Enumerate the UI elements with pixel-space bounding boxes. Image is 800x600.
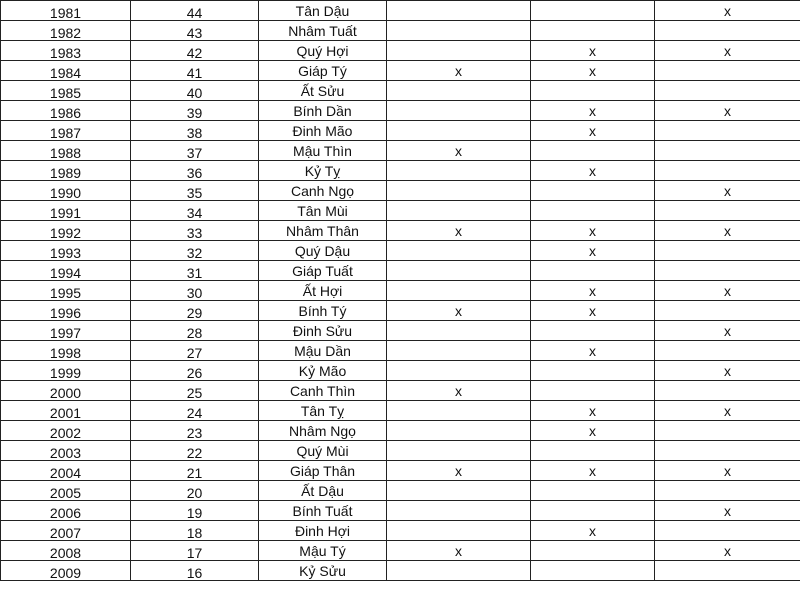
year-cell: 1999 xyxy=(1,361,131,381)
table-row xyxy=(1,421,800,441)
mark-cell-1 xyxy=(387,101,531,121)
can-chi-cell: Bính Tý xyxy=(259,301,387,321)
mark-cell-1 xyxy=(387,21,531,41)
mark-cell-2: x xyxy=(531,341,655,361)
year-cell: 1990 xyxy=(1,181,131,201)
mark-cell-3: x xyxy=(655,101,800,121)
can-chi-cell: Kỷ Sửu xyxy=(259,561,387,581)
mark-cell-1: x xyxy=(387,461,531,481)
mark-cell-1 xyxy=(387,261,531,281)
can-chi-cell: Bính Dần xyxy=(259,101,387,121)
mark-cell-3 xyxy=(655,201,800,221)
year-cell: 2007 xyxy=(1,521,131,541)
mark-cell-3: x xyxy=(655,1,800,21)
mark-cell-2 xyxy=(531,81,655,101)
mark-cell-1: x xyxy=(387,541,531,561)
table-row xyxy=(1,501,800,521)
mark-cell-3 xyxy=(655,421,800,441)
mark-cell-3 xyxy=(655,521,800,541)
can-chi-cell: Đinh Hợi xyxy=(259,521,387,541)
year-cell: 1985 xyxy=(1,81,131,101)
can-chi-cell: Giáp Tuất xyxy=(259,261,387,281)
mark-cell-2: x xyxy=(531,461,655,481)
can-chi-cell: Tân Mùi xyxy=(259,201,387,221)
table-row xyxy=(1,441,800,461)
year-cell: 2006 xyxy=(1,501,131,521)
age-cell: 34 xyxy=(131,201,259,221)
age-cell: 39 xyxy=(131,101,259,121)
can-chi-cell: Bính Tuất xyxy=(259,501,387,521)
year-cell: 1996 xyxy=(1,301,131,321)
can-chi-cell: Ất Hợi xyxy=(259,281,387,301)
table-row xyxy=(1,401,800,421)
mark-cell-1 xyxy=(387,1,531,21)
age-cell: 25 xyxy=(131,381,259,401)
mark-cell-3: x xyxy=(655,461,800,481)
age-cell: 36 xyxy=(131,161,259,181)
can-chi-cell: Quý Hợi xyxy=(259,41,387,61)
can-chi-cell: Mậu Thìn xyxy=(259,141,387,161)
mark-cell-3 xyxy=(655,481,800,501)
can-chi-cell: Kỷ Tỵ xyxy=(259,161,387,181)
mark-cell-3: x xyxy=(655,181,800,201)
age-cell: 41 xyxy=(131,61,259,81)
mark-cell-2 xyxy=(531,381,655,401)
mark-cell-3 xyxy=(655,301,800,321)
mark-cell-3: x xyxy=(655,41,800,61)
mark-cell-3 xyxy=(655,121,800,141)
can-chi-cell: Tân Tỵ xyxy=(259,401,387,421)
can-chi-cell: Ất Sửu xyxy=(259,81,387,101)
year-cell: 1993 xyxy=(1,241,131,261)
mark-cell-3: x xyxy=(655,321,800,341)
table-row xyxy=(1,201,800,221)
year-cell: 1997 xyxy=(1,321,131,341)
year-cell: 2009 xyxy=(1,561,131,581)
mark-cell-2: x xyxy=(531,281,655,301)
mark-cell-2: x xyxy=(531,121,655,141)
mark-cell-1 xyxy=(387,401,531,421)
age-cell: 21 xyxy=(131,461,259,481)
can-chi-cell: Đinh Sửu xyxy=(259,321,387,341)
mark-cell-1 xyxy=(387,41,531,61)
mark-cell-2: x xyxy=(531,241,655,261)
age-cell: 43 xyxy=(131,21,259,41)
mark-cell-1: x xyxy=(387,381,531,401)
mark-cell-3 xyxy=(655,81,800,101)
table-row xyxy=(1,81,800,101)
mark-cell-2 xyxy=(531,501,655,521)
year-cell: 1992 xyxy=(1,221,131,241)
mark-cell-3: x xyxy=(655,401,800,421)
year-cell: 1989 xyxy=(1,161,131,181)
mark-cell-2: x xyxy=(531,521,655,541)
mark-cell-2 xyxy=(531,201,655,221)
age-cell: 38 xyxy=(131,121,259,141)
age-cell: 42 xyxy=(131,41,259,61)
age-cell: 23 xyxy=(131,421,259,441)
table-row xyxy=(1,181,800,201)
mark-cell-1 xyxy=(387,421,531,441)
mark-cell-3: x xyxy=(655,361,800,381)
year-cell: 1998 xyxy=(1,341,131,361)
mark-cell-1 xyxy=(387,121,531,141)
table-row xyxy=(1,221,800,241)
age-cell: 33 xyxy=(131,221,259,241)
table-row xyxy=(1,301,800,321)
table-row xyxy=(1,1,800,21)
mark-cell-1 xyxy=(387,321,531,341)
mark-cell-2 xyxy=(531,141,655,161)
can-chi-cell: Nhâm Ngọ xyxy=(259,421,387,441)
mark-cell-3 xyxy=(655,241,800,261)
can-chi-cell: Canh Ngọ xyxy=(259,181,387,201)
year-cell: 1986 xyxy=(1,101,131,121)
mark-cell-2 xyxy=(531,181,655,201)
mark-cell-1 xyxy=(387,341,531,361)
year-cell: 2003 xyxy=(1,441,131,461)
mark-cell-1: x xyxy=(387,221,531,241)
mark-cell-1 xyxy=(387,521,531,541)
age-cell: 17 xyxy=(131,541,259,561)
mark-cell-2 xyxy=(531,441,655,461)
year-cell: 1994 xyxy=(1,261,131,281)
mark-cell-2: x xyxy=(531,41,655,61)
age-cell: 44 xyxy=(131,1,259,21)
mark-cell-3: x xyxy=(655,541,800,561)
mark-cell-1 xyxy=(387,281,531,301)
table-row xyxy=(1,481,800,501)
mark-cell-3 xyxy=(655,61,800,81)
table-row xyxy=(1,21,800,41)
mark-cell-2: x xyxy=(531,301,655,321)
mark-cell-3: x xyxy=(655,281,800,301)
mark-cell-1: x xyxy=(387,61,531,81)
age-cell: 32 xyxy=(131,241,259,261)
year-cell: 1988 xyxy=(1,141,131,161)
mark-cell-2 xyxy=(531,561,655,581)
age-cell: 16 xyxy=(131,561,259,581)
mark-cell-1 xyxy=(387,561,531,581)
table-row xyxy=(1,141,800,161)
age-cell: 24 xyxy=(131,401,259,421)
can-chi-cell: Kỷ Mão xyxy=(259,361,387,381)
table-row xyxy=(1,241,800,261)
age-cell: 40 xyxy=(131,81,259,101)
mark-cell-2 xyxy=(531,541,655,561)
mark-cell-1 xyxy=(387,181,531,201)
age-cell: 20 xyxy=(131,481,259,501)
mark-cell-3 xyxy=(655,341,800,361)
year-cell: 1987 xyxy=(1,121,131,141)
year-cell: 2000 xyxy=(1,381,131,401)
mark-cell-2 xyxy=(531,21,655,41)
mark-cell-3 xyxy=(655,561,800,581)
can-chi-cell: Quý Dậu xyxy=(259,241,387,261)
mark-cell-3: x xyxy=(655,501,800,521)
table-body xyxy=(1,1,800,581)
mark-cell-2: x xyxy=(531,101,655,121)
mark-cell-1 xyxy=(387,501,531,521)
year-cell: 1981 xyxy=(1,1,131,21)
age-cell: 27 xyxy=(131,341,259,361)
mark-cell-2: x xyxy=(531,61,655,81)
year-cell: 1984 xyxy=(1,61,131,81)
can-chi-cell: Tân Dậu xyxy=(259,1,387,21)
table-row xyxy=(1,521,800,541)
mark-cell-2 xyxy=(531,481,655,501)
year-cell: 2005 xyxy=(1,481,131,501)
table-row xyxy=(1,41,800,61)
mark-cell-3 xyxy=(655,141,800,161)
age-cell: 26 xyxy=(131,361,259,381)
age-cell: 29 xyxy=(131,301,259,321)
mark-cell-1: x xyxy=(387,141,531,161)
mark-cell-1 xyxy=(387,241,531,261)
table-row xyxy=(1,541,800,561)
can-chi-cell: Nhâm Tuất xyxy=(259,21,387,41)
table-row xyxy=(1,381,800,401)
age-cell: 18 xyxy=(131,521,259,541)
age-cell: 37 xyxy=(131,141,259,161)
mark-cell-3 xyxy=(655,441,800,461)
table-row xyxy=(1,461,800,481)
age-cell: 22 xyxy=(131,441,259,461)
mark-cell-1 xyxy=(387,361,531,381)
table-row xyxy=(1,341,800,361)
year-cell: 1991 xyxy=(1,201,131,221)
mark-cell-2 xyxy=(531,321,655,341)
can-chi-cell: Mậu Dần xyxy=(259,341,387,361)
mark-cell-3 xyxy=(655,261,800,281)
mark-cell-1: x xyxy=(387,301,531,321)
table-row xyxy=(1,161,800,181)
can-chi-cell: Ất Dậu xyxy=(259,481,387,501)
table-row xyxy=(1,121,800,141)
mark-cell-2: x xyxy=(531,401,655,421)
table-row xyxy=(1,101,800,121)
year-cell: 1982 xyxy=(1,21,131,41)
mark-cell-3 xyxy=(655,381,800,401)
table-row xyxy=(1,61,800,81)
age-cell: 35 xyxy=(131,181,259,201)
mark-cell-3 xyxy=(655,21,800,41)
mark-cell-2: x xyxy=(531,421,655,441)
can-chi-cell: Đinh Mão xyxy=(259,121,387,141)
year-cell: 2001 xyxy=(1,401,131,421)
mark-cell-3 xyxy=(655,161,800,181)
age-cell: 28 xyxy=(131,321,259,341)
table-row xyxy=(1,361,800,381)
mark-cell-1 xyxy=(387,481,531,501)
age-cell: 19 xyxy=(131,501,259,521)
age-cell: 30 xyxy=(131,281,259,301)
mark-cell-1 xyxy=(387,201,531,221)
table-row xyxy=(1,561,800,581)
mark-cell-1 xyxy=(387,441,531,461)
mark-cell-2 xyxy=(531,261,655,281)
mark-cell-2: x xyxy=(531,221,655,241)
table-row xyxy=(1,321,800,341)
table-row xyxy=(1,281,800,301)
mark-cell-2: x xyxy=(531,161,655,181)
year-cell: 2002 xyxy=(1,421,131,441)
table-row xyxy=(1,261,800,281)
can-chi-cell: Mậu Tý xyxy=(259,541,387,561)
mark-cell-2 xyxy=(531,1,655,21)
mark-cell-1 xyxy=(387,161,531,181)
mark-cell-1 xyxy=(387,81,531,101)
can-chi-cell: Giáp Tý xyxy=(259,61,387,81)
year-cell: 2004 xyxy=(1,461,131,481)
can-chi-cell: Nhâm Thân xyxy=(259,221,387,241)
year-cell: 1995 xyxy=(1,281,131,301)
mark-cell-2 xyxy=(531,361,655,381)
year-cell: 1983 xyxy=(1,41,131,61)
can-chi-cell: Quý Mùi xyxy=(259,441,387,461)
year-cell: 2008 xyxy=(1,541,131,561)
can-chi-cell: Giáp Thân xyxy=(259,461,387,481)
age-cell: 31 xyxy=(131,261,259,281)
can-chi-cell: Canh Thìn xyxy=(259,381,387,401)
mark-cell-3: x xyxy=(655,221,800,241)
